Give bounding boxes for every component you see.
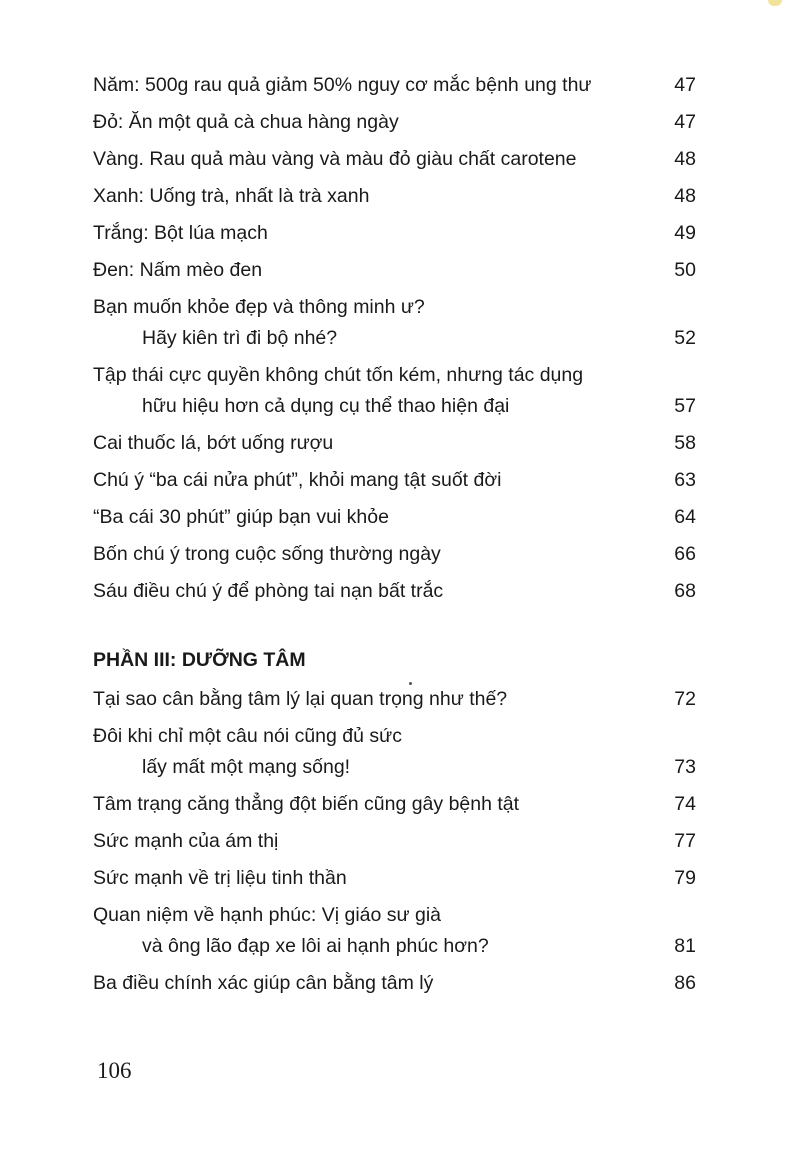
- toc-entry: [93, 721, 699, 783]
- toc-entry-title: Tâm trạng căng thẳng đột biến cũng gây bệnh tật: [93, 793, 520, 815]
- toc-entry: [93, 292, 699, 354]
- toc-entry: [93, 428, 699, 459]
- toc-entry-title: Quan niệm về hạnh phúc: Vị giáo sư già: [93, 904, 442, 926]
- toc-entry: [93, 789, 699, 820]
- toc-entry: [93, 968, 699, 999]
- page-corner-mark: [768, 0, 782, 6]
- toc-entry: [93, 70, 699, 101]
- toc-entry-title: hữu hiệu hơn cả dụng cụ thể thao hiện đại: [142, 395, 510, 417]
- toc-entry: [93, 360, 699, 422]
- toc-entry-title: Tại sao cân bằng tâm lý lại quan trọng như thế?: [93, 688, 508, 710]
- toc-entry-title: và ông lão đạp xe lôi ai hạnh phúc hơn?: [142, 935, 489, 957]
- toc-entry-page: 77: [674, 830, 696, 852]
- toc-entry: [93, 465, 699, 496]
- toc-entry-title: Vàng. Rau quả màu vàng và màu đỏ giàu chất carotene: [93, 148, 577, 170]
- toc-entry: [93, 826, 699, 857]
- toc-entry-title: Sức mạnh về trị liệu tinh thần: [93, 867, 347, 889]
- toc-entry-page: 58: [674, 432, 696, 454]
- toc-entry-title: Sức mạnh của ám thị: [93, 830, 279, 852]
- part-3-heading: PHẦN III: DƯỠNG TÂM: [93, 649, 306, 671]
- toc-entry: [93, 539, 699, 570]
- toc-entry-title: Bốn chú ý trong cuộc sống thường ngày: [93, 543, 441, 565]
- toc-entry-page: 52: [674, 327, 696, 349]
- toc-entry: [93, 502, 699, 533]
- toc-entry-title: Cai thuốc lá, bớt uống rượu: [93, 432, 334, 454]
- toc-entry: [93, 684, 699, 715]
- part-3-entries: [93, 684, 699, 999]
- toc-entry: [93, 144, 699, 175]
- print-speck: [409, 682, 412, 685]
- toc-entry-page: 48: [674, 148, 696, 170]
- toc-entry-page: 73: [674, 756, 696, 778]
- toc-entry-title: Đôi khi chỉ một câu nói cũng đủ sức: [93, 725, 402, 747]
- toc-entry-page: 50: [674, 259, 696, 281]
- toc-entry-page: 74: [674, 793, 696, 815]
- toc-entry: [93, 863, 699, 894]
- toc-entry-title: Hãy kiên trì đi bộ nhé?: [142, 327, 338, 349]
- toc-entry-page: 81: [674, 935, 696, 957]
- toc-entry-page: 47: [674, 111, 696, 133]
- toc-entry-title: Đen: Nấm mèo đen: [93, 259, 263, 281]
- page-number: 106: [97, 1058, 132, 1083]
- toc-entry-title: Năm: 500g rau quả giảm 50% nguy cơ mắc bệnh ung thư: [93, 74, 592, 96]
- toc-entry-page: 63: [674, 469, 696, 491]
- toc-entry-title: Tập thái cực quyền không chút tốn kém, nhưng tác dụng: [93, 364, 584, 386]
- toc-entry-title: Bạn muốn khỏe đẹp và thông minh ư?: [93, 296, 425, 318]
- toc-entry-title: “Ba cái 30 phút” giúp bạn vui khỏe: [93, 506, 389, 528]
- toc-entry-title: Ba điều chính xác giúp cân bằng tâm lý: [93, 972, 434, 994]
- toc-entry: [93, 900, 699, 962]
- toc-entry: [93, 107, 699, 138]
- toc-entry-page: 48: [674, 185, 696, 207]
- toc-entry-page: 68: [674, 580, 696, 602]
- toc-entry: [93, 181, 699, 212]
- toc-entry-page: 49: [674, 222, 696, 244]
- toc-entry-title: Sáu điều chú ý để phòng tai nạn bất trắc: [93, 580, 444, 602]
- toc-entry: [93, 255, 699, 286]
- toc-entry-page: 72: [674, 688, 696, 710]
- toc-entry-title: Chú ý “ba cái nửa phút”, khỏi mang tật suốt đời: [93, 469, 502, 491]
- toc-entry: [93, 218, 699, 249]
- toc-entry-page: 86: [674, 972, 696, 994]
- toc-entry-page: 66: [674, 543, 696, 565]
- part-2-entries: [93, 70, 699, 607]
- toc-entry-page: 57: [674, 395, 696, 417]
- toc-entry-page: 64: [674, 506, 696, 528]
- toc-entry-page: 79: [674, 867, 696, 889]
- toc-entry-page: 47: [674, 74, 696, 96]
- toc-entry-title: Đỏ: Ăn một quả cà chua hàng ngày: [93, 111, 399, 133]
- toc-entry-title: lấy mất một mạng sống!: [142, 756, 351, 778]
- toc-entry-title: Trắng: Bột lúa mạch: [93, 222, 268, 244]
- toc-entry-title: Xanh: Uống trà, nhất là trà xanh: [93, 185, 370, 207]
- table-of-contents: [93, 70, 699, 1005]
- toc-entry: [93, 576, 699, 607]
